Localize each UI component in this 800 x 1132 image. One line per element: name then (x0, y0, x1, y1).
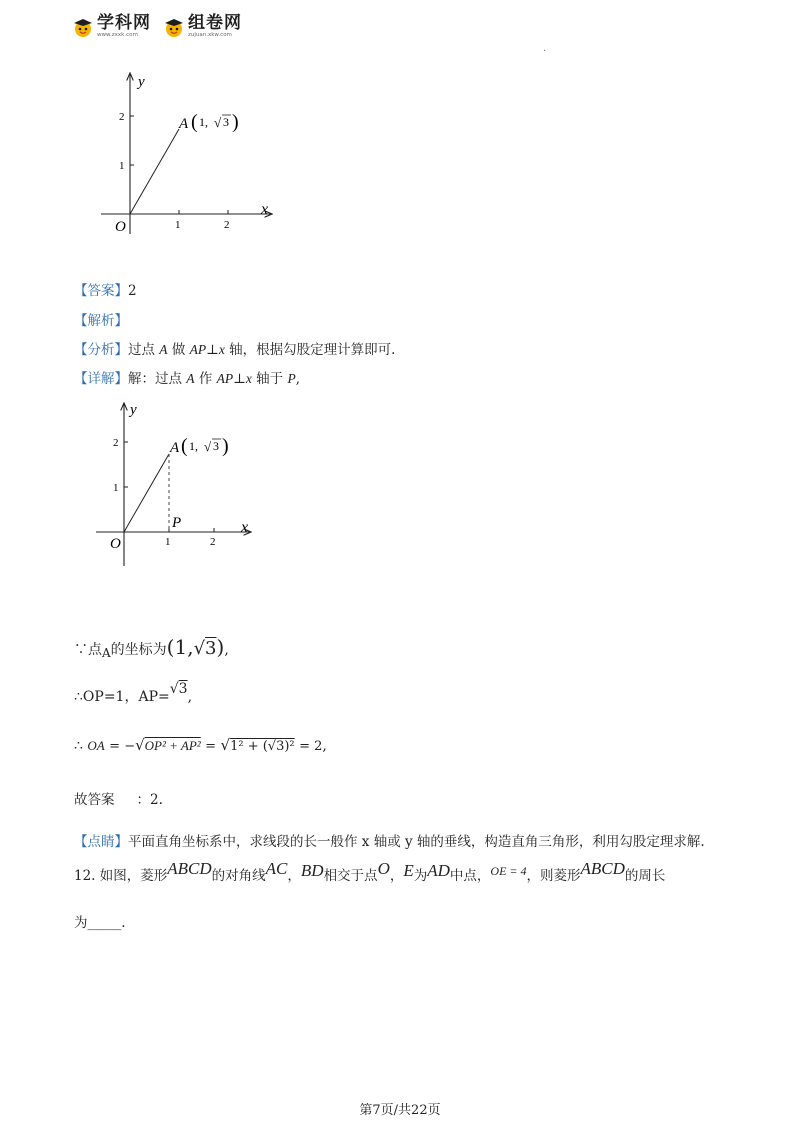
perp-symbol: ⊥ (206, 342, 219, 358)
fenxi-text: 过点 (128, 342, 160, 358)
question-text: 中点， (449, 868, 491, 884)
question-12-line-1 (74, 859, 666, 885)
logo2-name: 组卷网 (188, 13, 242, 34)
because-line: ∵点A的坐标为(1,√3), (74, 635, 229, 660)
xiangjie-ap: AP (216, 371, 234, 386)
question-text: 相交于点 (323, 868, 378, 884)
stray-dot: · (543, 46, 547, 57)
sqrt-value: 3 (178, 681, 188, 697)
question-text: 的周长 (624, 868, 666, 884)
dianqing-line (74, 833, 705, 851)
because-text: 的坐标为 (110, 642, 167, 658)
segment-oa (124, 454, 169, 532)
fenxi-line (74, 341, 395, 359)
logo1-url: www.zxxk.com (97, 32, 138, 39)
therefore-text: , (187, 689, 193, 705)
math-ad: AD (427, 861, 450, 880)
coord-sqrt-value: 3 (205, 638, 217, 659)
logo-zujuan[interactable] (163, 15, 242, 39)
point-coord-1: 1, (199, 115, 208, 129)
question-blank: 为_____. (74, 915, 126, 931)
sqrt-sign: √ (204, 439, 212, 454)
formula-result: = 2 (299, 739, 323, 754)
label-x: x (241, 519, 249, 536)
mascot-icon (72, 16, 94, 38)
analysis-heading (74, 312, 128, 330)
therefore-symbol: ∴ (74, 738, 83, 754)
logo2-url: zujuan.xkw.com (188, 32, 232, 39)
xiangjie-text: 解：过点 (128, 371, 187, 387)
fenxi-text: 做 (167, 342, 190, 358)
tick-label-x1: 1 (165, 536, 171, 548)
fenxi-text: 轴，根据勾股定理计算即可. (224, 342, 396, 358)
because-text: 点 (88, 642, 102, 658)
therefore-line-2: ∴ OA = −√OP² + AP² = √1² + (√3)² = 2, (74, 736, 327, 754)
tick-label-y1: 1 (113, 482, 119, 494)
logo1-name: 学科网 (97, 13, 151, 34)
formula-eq: = (205, 739, 217, 754)
point-coord-2: 3 (223, 115, 229, 129)
fenxi-x: x (218, 342, 225, 357)
answer-value: 2 (128, 283, 137, 299)
coord-close: ) (216, 635, 225, 659)
label-origin: O (110, 536, 121, 552)
math-e: E (403, 861, 414, 880)
answer-label: 【答案】 (74, 283, 128, 299)
fenxi-label: 【分析】 (74, 342, 128, 358)
point-coord-1: 1, (189, 439, 198, 453)
because-a: A (102, 646, 111, 660)
header-logos (72, 12, 254, 42)
therefore-line-1: ∴OP=1，AP=√3, (74, 681, 193, 705)
segment-oa (130, 129, 179, 214)
mascot-icon (163, 16, 185, 38)
paren-right: ) (222, 435, 229, 457)
formula-radicand-1: OP² + AP² (144, 738, 201, 753)
math-bd: BD (300, 861, 324, 880)
conclusion-line (74, 791, 163, 809)
xiangjie-a: A (186, 371, 195, 386)
formula-tail: , (322, 738, 327, 754)
tick-label-y1: 1 (119, 160, 125, 172)
tick-label-x2: 2 (210, 536, 216, 548)
tick-label-x2: 2 (224, 219, 230, 231)
question-text: 12. 如图，菱形 (74, 868, 168, 884)
fenxi-a: A (159, 342, 168, 357)
conclusion-answer: ：2. (136, 792, 163, 808)
xiangjie-p: P (287, 371, 296, 386)
label-x: x (261, 201, 269, 218)
because-symbol: ∵ (74, 642, 88, 658)
perp-symbol: ⊥ (233, 371, 246, 387)
xiangjie-text: , (295, 371, 300, 387)
sqrt-sign: √ (214, 115, 222, 130)
question-12-line-2 (74, 914, 126, 932)
because-text: , (224, 642, 229, 658)
math-oe: OE = 4 (490, 864, 527, 878)
tick-label-y2: 2 (113, 437, 119, 449)
conclusion-text: 故答案 (74, 792, 115, 808)
therefore-text: OP=1，AP= (82, 689, 170, 705)
math-ac: AC (265, 859, 288, 878)
point-coord-2: 3 (213, 439, 219, 453)
answer-line (74, 282, 137, 300)
point-label-a: A (179, 116, 189, 132)
question-text: ， (389, 868, 404, 884)
dianqing-text: 平面直角坐标系中，求线段的长一般作 x 轴或 y 轴的垂线，构造直角三角形，利用勾股定理求解. (128, 834, 705, 850)
paren-right: ) (232, 111, 239, 133)
analysis-label: 【解析】 (74, 313, 128, 329)
paren-left: ( (191, 111, 198, 133)
formula-oa: OA (87, 738, 105, 753)
question-text: 为 (413, 868, 428, 884)
math-o: O (377, 859, 390, 878)
label-foot-p: P (172, 515, 182, 531)
xiangjie-text: 作 (194, 371, 217, 387)
coordinate-graph-1 (95, 68, 285, 238)
formula-eq: = − (109, 739, 136, 754)
fenxi-ap: AP (189, 342, 207, 357)
point-label-a: A (170, 440, 180, 456)
label-y: y (130, 402, 137, 418)
question-text: 的对角线 (211, 868, 266, 884)
label-origin: O (115, 219, 126, 235)
question-text: ， (287, 868, 301, 884)
tick-label-x1: 1 (175, 219, 181, 231)
coordinate-graph-2 (90, 400, 265, 570)
math-abcd: ABCD (167, 859, 212, 878)
tick-label-y2: 2 (119, 111, 125, 123)
coord-open: (1, (166, 635, 194, 659)
page-footer: 第7页/共22页 (359, 1103, 441, 1118)
therefore-symbol: ∴ (74, 689, 83, 705)
formula-radicand-2: 1² + (√3)² (230, 739, 295, 754)
dianqing-label: 【点睛】 (74, 834, 128, 850)
logo-zxxk[interactable] (72, 15, 151, 39)
paren-left: ( (181, 435, 188, 457)
xiangjie-text: 轴于 (251, 371, 288, 387)
math-abcd: ABCD (580, 859, 625, 878)
question-text: ，则菱形 (526, 868, 581, 884)
xiangjie-line (74, 370, 300, 388)
label-y: y (138, 74, 145, 90)
xiangjie-x: x (245, 371, 252, 386)
xiangjie-label: 【详解】 (74, 371, 128, 387)
